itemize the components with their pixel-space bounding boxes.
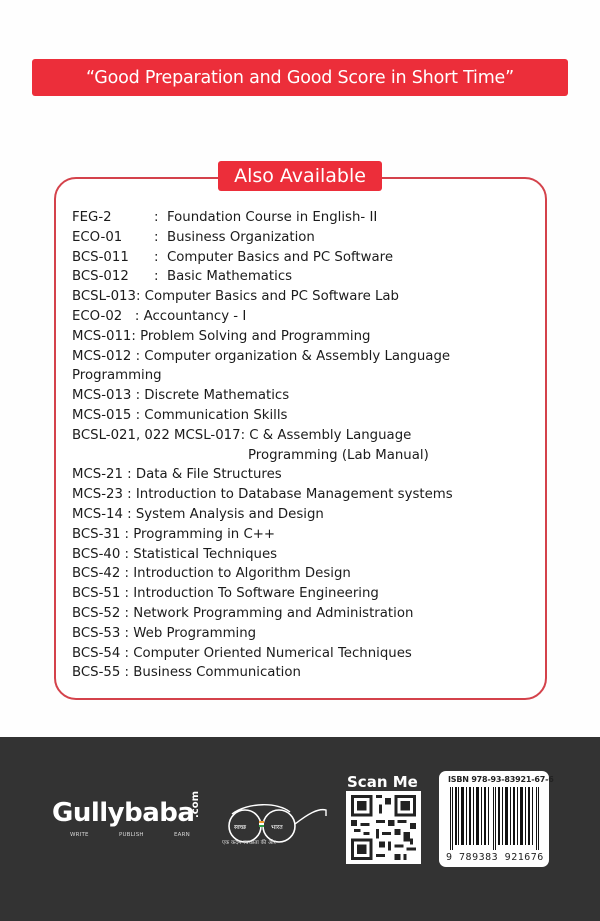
barcode-icon bbox=[448, 787, 542, 850]
tagline-publish: PUBLISH bbox=[118, 832, 144, 838]
qr-code-icon bbox=[350, 795, 417, 860]
course-item-continued: Programming (Lab Manual) bbox=[248, 447, 429, 463]
course-item: MCS-23 : Introduction to Database Management systems bbox=[72, 487, 453, 503]
course-item: BCS-53 : Web Programming bbox=[72, 625, 257, 641]
swachh-caption: एक कदम स्वच्छता की ओर bbox=[222, 840, 276, 846]
course-item: ECO-02 : Accountancy - I bbox=[72, 308, 247, 324]
course-item: MCS-011: Problem Solving and Programming bbox=[72, 328, 371, 344]
course-item: MCS-012 : Computer organization & Assembly Language bbox=[72, 348, 451, 364]
course-item: MCS-013 : Discrete Mathematics bbox=[72, 388, 290, 404]
course-item: BCS-55 : Business Communication bbox=[72, 665, 301, 681]
barcode-number: 9 789383 921676 bbox=[446, 852, 544, 863]
course-item: MCS-015 : Communication Skills bbox=[72, 407, 288, 423]
course-item: BCS-40 : Statistical Techniques bbox=[72, 546, 278, 562]
scan-me-label: Scan Me bbox=[347, 773, 418, 791]
course-item: BCS-012 : Basic Mathematics bbox=[72, 269, 293, 285]
svg-text:स्वच्छ: स्वच्छ bbox=[234, 824, 247, 831]
course-item: BCS-42 : Introduction to Algorithm Design bbox=[72, 566, 351, 582]
course-item: MCS-14 : System Analysis and Design bbox=[72, 506, 324, 522]
also-available-title: Also Available bbox=[218, 161, 382, 191]
qr-code[interactable] bbox=[346, 791, 421, 864]
svg-text:भारत: भारत bbox=[271, 824, 283, 831]
course-item: BCS-31 : Programming in C++ bbox=[72, 526, 276, 542]
gullybaba-logo-suffix: .com bbox=[190, 790, 201, 818]
isbn-label: ISBN 978-93-83921-67-6 bbox=[448, 775, 554, 784]
course-item: BCS-52 : Network Programming and Administration bbox=[72, 605, 414, 621]
tagline-banner: “Good Preparation and Good Score in Short Time” bbox=[32, 59, 568, 96]
course-item-continued: Programming bbox=[72, 368, 162, 384]
course-item: BCSL-013: Computer Basics and PC Software Lab bbox=[72, 289, 399, 305]
course-item: BCS-011 : Computer Basics and PC Software bbox=[72, 249, 394, 265]
course-item: ECO-01 : Business Organization bbox=[72, 229, 315, 245]
course-item: FEG-2 : Foundation Course in English- II bbox=[72, 210, 378, 225]
course-list bbox=[72, 208, 542, 683]
gullybaba-logo: Gullybaba bbox=[52, 798, 195, 828]
course-item: BCSL-021, 022 MCSL-017: C & Assembly Language bbox=[72, 427, 412, 443]
logo-taglines bbox=[70, 832, 190, 838]
course-item: BCS-54 : Computer Oriented Numerical Techniques bbox=[72, 645, 412, 661]
course-item: MCS-21 : Data & File Structures bbox=[72, 467, 282, 483]
course-item: BCS-51 : Introduction To Software Engineering bbox=[72, 586, 379, 602]
tagline-earn: EARN bbox=[174, 832, 190, 838]
tagline-write: WRITE bbox=[70, 832, 89, 838]
